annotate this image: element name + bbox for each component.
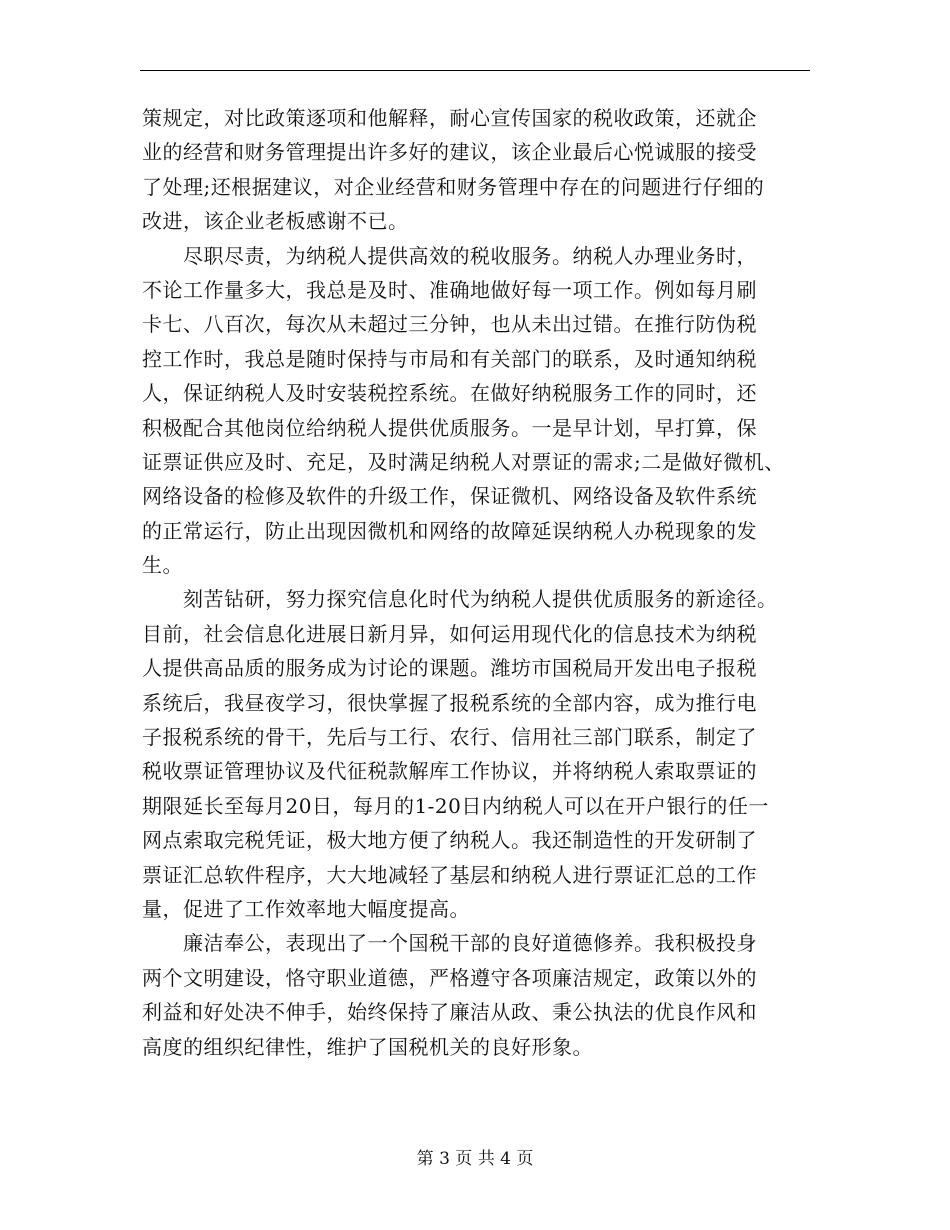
- text-line: 廉洁奉公，表现出了一个国税干部的良好道德修养。我积极投身: [142, 931, 757, 956]
- text-line: 控工作时，我总是随时保持与市局和有关部门的联系，及时通知纳税: [142, 346, 757, 371]
- text-line: 利益和好处决不伸手，始终保持了廉洁从政、秉公执法的优良作风和: [142, 1000, 757, 1025]
- text-line: 改进，该企业老板感谢不已。: [142, 209, 409, 234]
- text-line: 量，促进了工作效率地大幅度提高。: [142, 896, 470, 921]
- text-line: 的正常运行，防止出现因微机和网络的故障延误纳税人办税现象的发: [142, 518, 757, 543]
- text-line: 网络设备的检修及软件的升级工作，保证微机、网络设备及软件系统: [142, 484, 757, 509]
- text-line: 人提供高品质的服务成为讨论的课题。潍坊市国税局开发出电子报税: [142, 656, 757, 681]
- text-line: 刻苦钻研，努力探究信息化时代为纳税人提供优质服务的新途径。: [142, 587, 778, 612]
- text-line: 期限延长至每月20日，每月的1-20日内纳税人可以在开户银行的任一: [142, 793, 769, 818]
- text-line: 策规定，对比政策逐项和他解释，耐心宣传国家的税收政策，还就企: [142, 106, 757, 130]
- text-line: 子报税系统的骨干，先后与工行、农行、信用社三部门联系，制定了: [142, 725, 757, 750]
- text-line: 网点索取完税凭证，极大地方便了纳税人。我还制造性的开发研制了: [142, 828, 757, 853]
- header-rule: [140, 70, 810, 71]
- text-line: 税收票证管理协议及代征税款解库工作协议，并将纳税人索取票证的: [142, 759, 757, 784]
- text-line: 证票证供应及时、充足，及时满足纳税人对票证的需求;二是做好微机、: [142, 449, 785, 474]
- text-line: 积极配合其他岗位给纳税人提供优质服务。一是早计划，早打算，保: [142, 415, 757, 440]
- text-line: 票证汇总软件程序，大大地减轻了基层和纳税人进行票证汇总的工作: [142, 862, 757, 887]
- text-line: 尽职尽责，为纳税人提供高效的税收服务。纳税人办理业务时，: [142, 243, 757, 268]
- text-line: 高度的组织纪律性，维护了国税机关的良好形象。: [142, 1034, 593, 1059]
- text-line: 了处理;还根据建议，对企业经营和财务管理中存在的问题进行仔细的: [142, 174, 765, 199]
- text-line: 业的经营和财务管理提出许多好的建议，该企业最后心悦诚服的接受: [142, 140, 757, 165]
- text-line: 系统后，我昼夜学习，很快掌握了报税系统的全部内容，成为推行电: [142, 690, 757, 715]
- document-body: [142, 101, 842, 1064]
- page-number-footer: 第 3 页 共 4 页: [416, 1149, 534, 1169]
- text-line: 生。: [142, 553, 183, 578]
- text-line: 人，保证纳税人及时安装税控系统。在做好纳税服务工作的同时，还: [142, 381, 757, 406]
- text-line: 目前，社会信息化进展日新月异，如何运用现代化的信息技术为纳税: [142, 621, 757, 646]
- text-line: 卡七、八百次，每次从未超过三分钟，也从未出过错。在推行防伪税: [142, 312, 757, 337]
- text-line: 两个文明建设，恪守职业道德，严格遵守各项廉洁规定，政策以外的: [142, 965, 757, 990]
- text-line: 不论工作量多大，我总是及时、准确地做好每一项工作。例如每月刷: [142, 277, 757, 302]
